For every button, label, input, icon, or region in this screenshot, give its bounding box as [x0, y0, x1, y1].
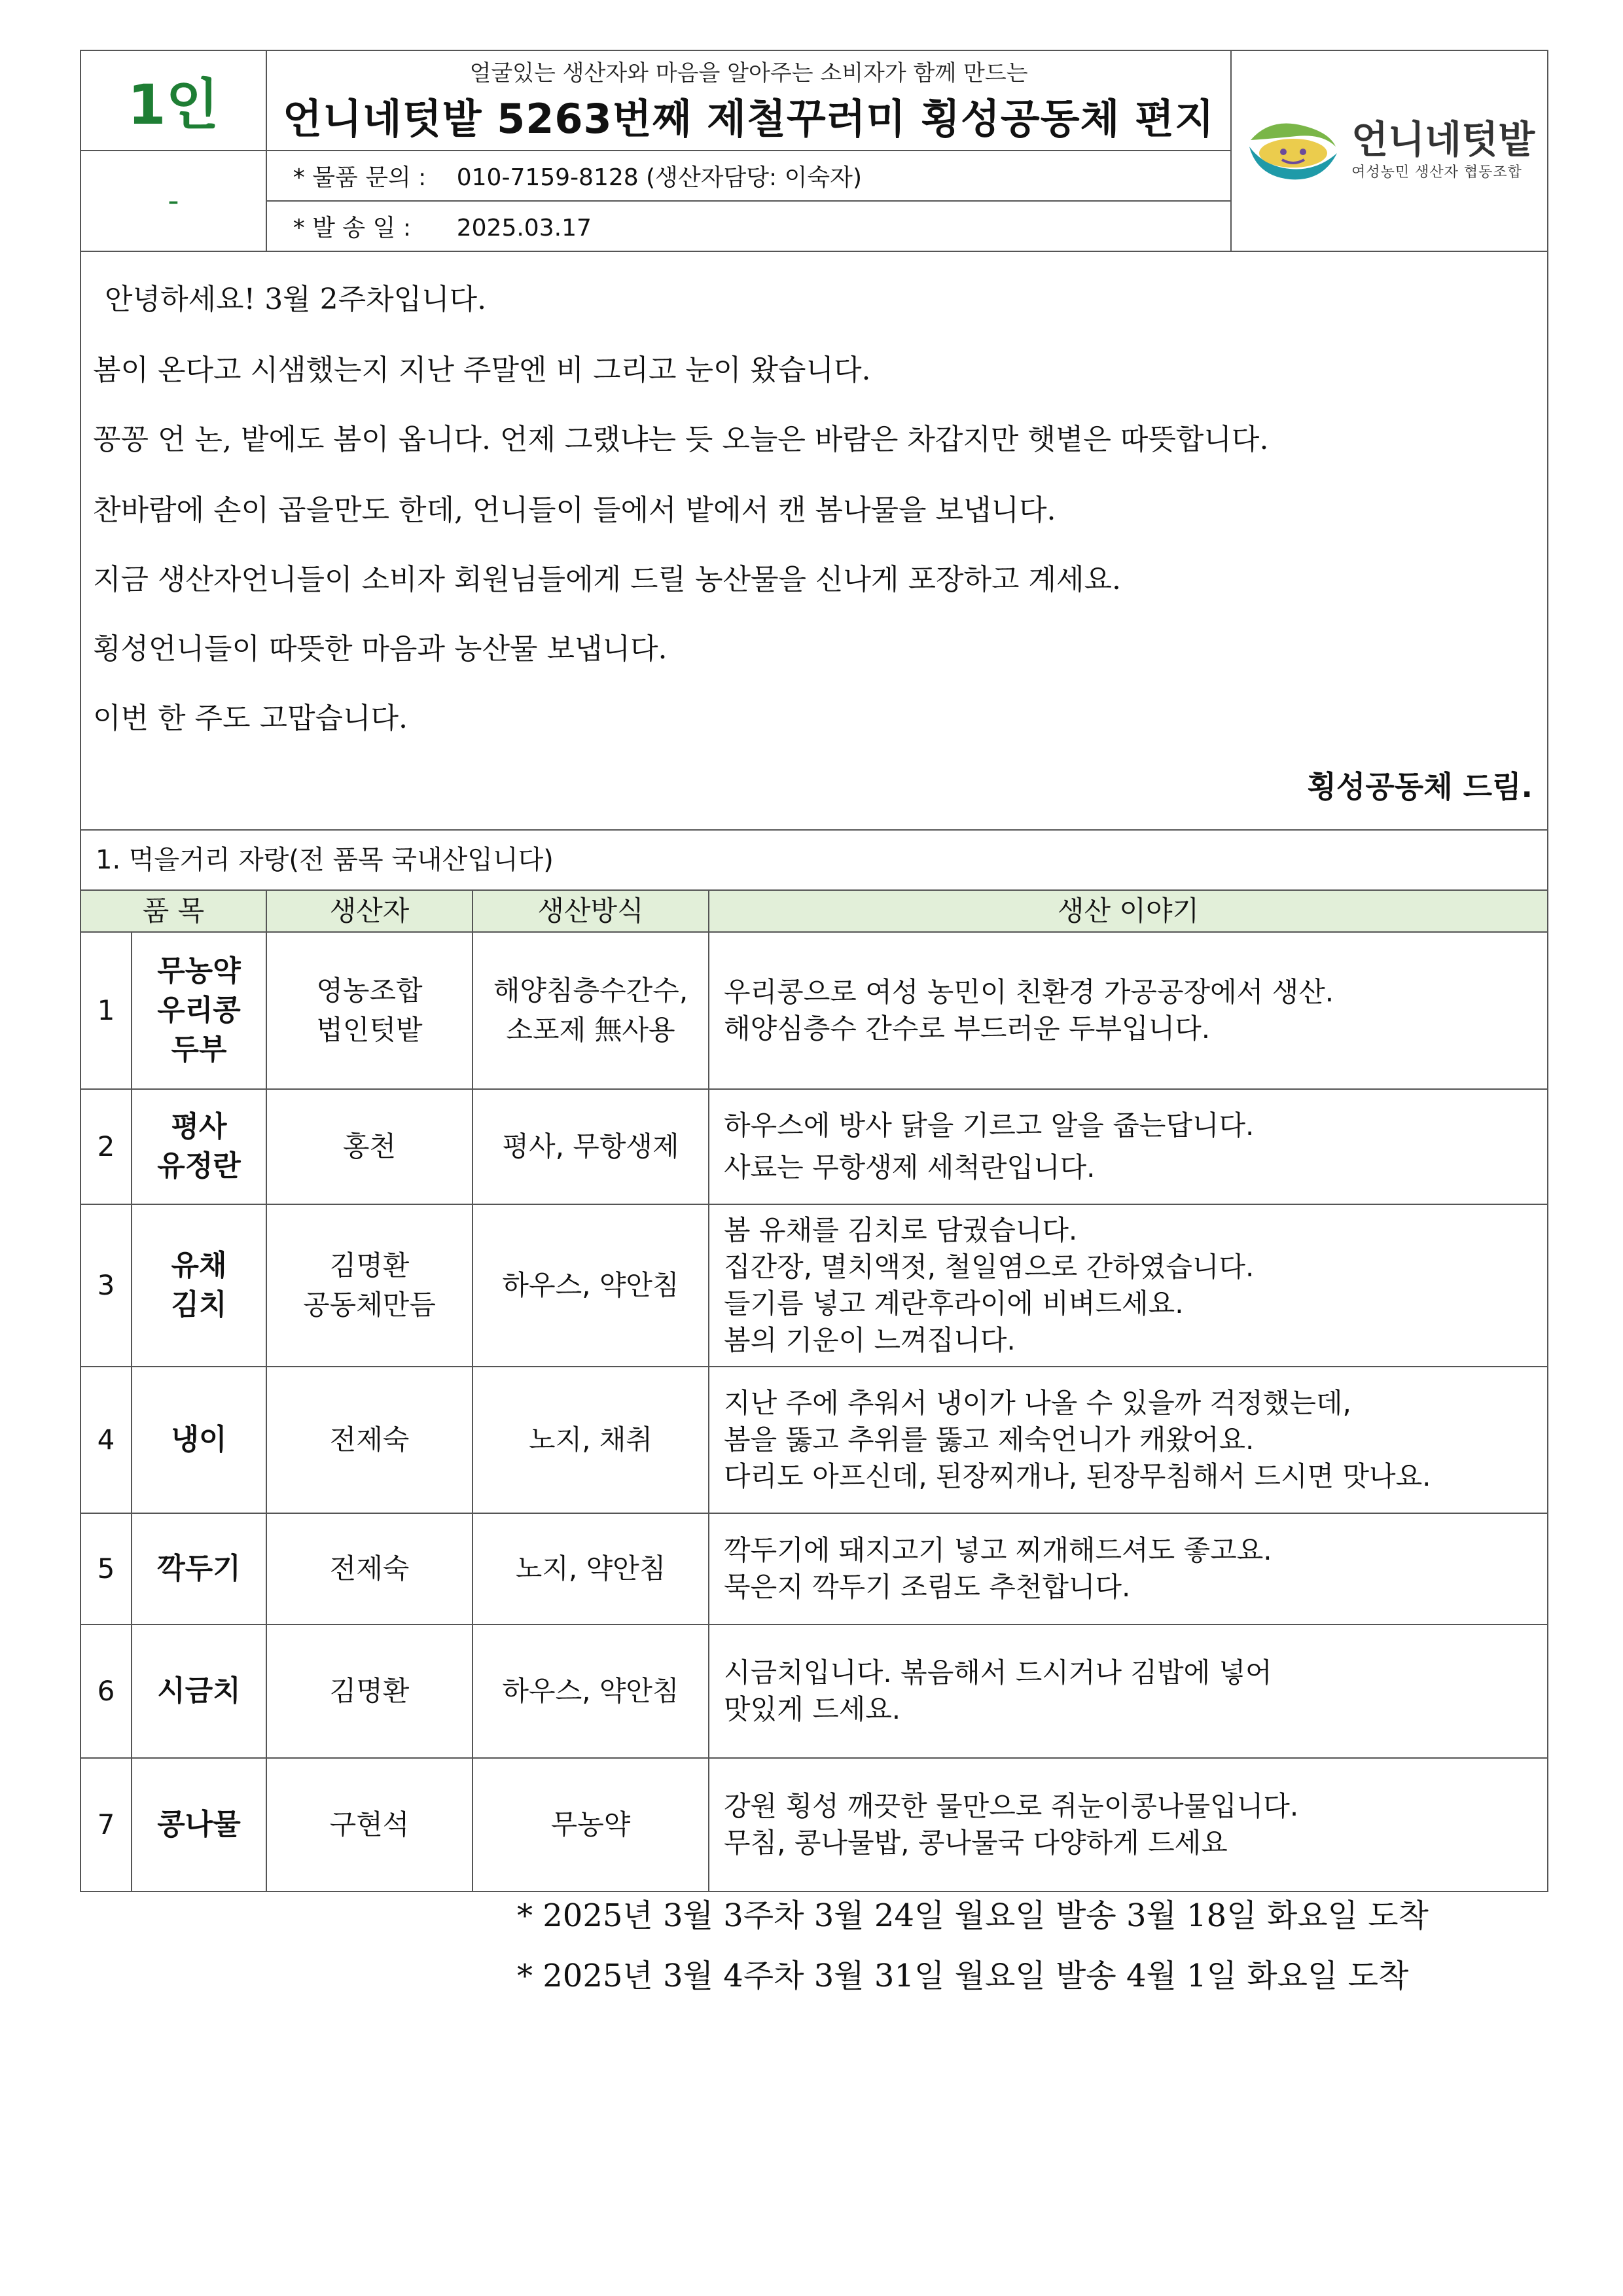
- story: 깍두기에 돼지고기 넣고 찌개해드셔도 좋고요. 묵은지 깍두기 조림도 추천합니다.: [709, 1513, 1548, 1624]
- inquiry-label: * 물품 문의 :: [293, 164, 427, 191]
- delivery-note: * 2025년 3월 4주차 3월 31일 월요일 발송 4월 1일 화요일 도착: [517, 1958, 1409, 1994]
- page-title: 언니네텃밭 5263번째 제철꾸러미 횡성공동체 편지: [283, 94, 1215, 143]
- row-number: 3: [80, 1204, 132, 1367]
- table-row: [80, 1089, 1548, 1204]
- story: 시금치입니다. 볶음해서 드시거나 김밥에 넣어 맛있게 드세요.: [709, 1624, 1548, 1758]
- producer: 전제숙: [266, 1367, 473, 1513]
- story: 하우스에 방사 닭을 기르고 알을 줍는답니다. 사료는 무항생제 세척란입니다.: [709, 1089, 1548, 1204]
- produce-table: [80, 889, 1548, 1892]
- letter-line: 횡성언니들이 따뜻한 마음과 농산물 보냅니다.: [93, 632, 668, 666]
- logo-tagline: 여성농민 생산자 협동조합: [1351, 164, 1522, 181]
- method: 해양침층수간수, 소포제 無사용: [473, 932, 709, 1089]
- table-row: [80, 1513, 1548, 1624]
- row-number: 6: [80, 1624, 132, 1758]
- producer: 영농조합 법인텃밭: [266, 932, 473, 1089]
- box-sub: -: [80, 151, 266, 251]
- row-number: 5: [80, 1513, 132, 1624]
- section-title: 1. 먹을거리 자랑(전 품목 국내산입니다): [80, 829, 1548, 891]
- table-row: [80, 1204, 1548, 1367]
- ship-label: * 발 송 일 :: [293, 215, 411, 242]
- letter-line: 봄이 온다고 시샘했는지 지난 주말엔 비 그리고 눈이 왔습니다.: [93, 353, 871, 387]
- story: 지난 주에 추워서 냉이가 나올 수 있을까 걱정했는데, 봄을 뚫고 추위를 뚫고 제숙언니가 캐왔어요. 다리도 아프신데, 된장찌개나, 된장무침해서 드시면 맛나요.: [709, 1367, 1548, 1513]
- method: 노지, 채취: [473, 1367, 709, 1513]
- producer: 김명환: [266, 1624, 473, 1758]
- table-header-row: [80, 890, 1548, 932]
- logo-cell: [1231, 50, 1548, 251]
- item-name: 냉이: [132, 1367, 266, 1513]
- item-name: 깍두기: [132, 1513, 266, 1624]
- ship-row: [266, 201, 1232, 251]
- method: 노지, 약안침: [473, 1513, 709, 1624]
- table-row: [80, 1367, 1548, 1513]
- item-name: 유채 김치: [132, 1204, 266, 1367]
- header-table: [80, 50, 1548, 252]
- method: 하우스, 약안침: [473, 1624, 709, 1758]
- table-row: [80, 932, 1548, 1089]
- method: 무농약: [473, 1758, 709, 1892]
- letter-line: 이번 한 주도 고맙습니다.: [93, 702, 408, 735]
- method: 하우스, 약안침: [473, 1204, 709, 1367]
- table-row: [80, 1758, 1548, 1892]
- table-row: [80, 1624, 1548, 1758]
- logo-name: 언니네텃밭: [1351, 117, 1535, 162]
- ship-date: 2025.03.17: [456, 215, 592, 242]
- col-header-method: 생산방식: [473, 890, 709, 932]
- story: 강원 횡성 깨끗한 물만으로 쥐눈이콩나물입니다. 무침, 콩나물밥, 콩나물국 다양하게 드세요: [709, 1758, 1548, 1892]
- box-count: 1인: [80, 50, 266, 151]
- method: 평사, 무항생제: [473, 1089, 709, 1204]
- inquiry-row: [266, 151, 1232, 201]
- producer: 홍천: [266, 1089, 473, 1204]
- item-name: 평사 유정란: [132, 1089, 266, 1204]
- letter-line: 찬바람에 손이 곱을만도 한데, 언니들이 들에서 밭에서 캔 봄나물을 보냅니다.: [93, 493, 1056, 527]
- logo: [1244, 114, 1535, 186]
- letter-line: 지금 생산자언니들이 소비자 회원님들에게 드릴 농산물을 신나게 포장하고 계세요.: [93, 563, 1122, 596]
- delivery-note: * 2025년 3월 3주차 3월 24일 월요일 발송 3월 18일 화요일 도착: [517, 1897, 1429, 1934]
- col-header-story: 생산 이야기: [709, 890, 1548, 932]
- letter-box: [80, 249, 1548, 831]
- row-number: 7: [80, 1758, 132, 1892]
- producer: 전제숙: [266, 1513, 473, 1624]
- title-cell: [266, 50, 1232, 151]
- signature: 횡성공동체 드림.: [1307, 769, 1533, 804]
- producer: 구현석: [266, 1758, 473, 1892]
- row-number: 1: [80, 932, 132, 1089]
- item-name: 콩나물: [132, 1758, 266, 1892]
- producer: 김명환 공동체만듬: [266, 1204, 473, 1367]
- row-number: 4: [80, 1367, 132, 1513]
- col-header-producer: 생산자: [266, 890, 473, 932]
- row-number: 2: [80, 1089, 132, 1204]
- story: 봄 유채를 김치로 담궜습니다. 집간장, 멸치액젓, 철일염으로 간하였습니다. 들기름 넣고 계란후라이에 비벼드세요. 봄의 기운이 느껴집니다.: [709, 1204, 1548, 1367]
- item-name: 무농약 우리콩 두부: [132, 932, 266, 1089]
- item-name: 시금치: [132, 1624, 266, 1758]
- leaf-logo-icon: [1244, 114, 1342, 186]
- story: 우리콩으로 여성 농민이 친환경 가공공장에서 생산. 해양심층수 간수로 부드러운 두부입니다.: [709, 932, 1548, 1089]
- inquiry-value: 010-7159-8128 (생산자담당: 이숙자): [456, 164, 862, 191]
- letter-line: 안녕하세요! 3월 2주차입니다.: [105, 283, 487, 316]
- col-header-item: 품 목: [80, 890, 266, 932]
- subtitle: 얼굴있는 생산자와 마음을 알아주는 소비자가 함께 만드는: [469, 60, 1028, 86]
- letter-line: 꽁꽁 언 논, 밭에도 봄이 옵니다. 언제 그랬냐는 듯 오늘은 바람은 차갑지만 햇볕은 따뜻합니다.: [93, 423, 1269, 456]
